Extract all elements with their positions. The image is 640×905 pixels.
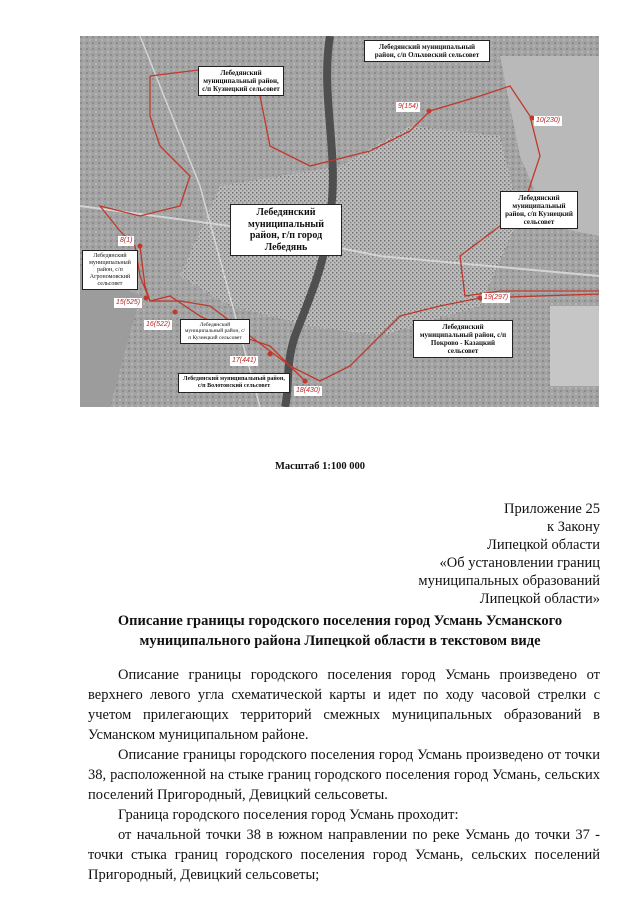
point-label: 15(525) bbox=[116, 299, 141, 306]
map-label-volotovsky: Лебедянский муниципальный район, с/п Волотовский сельсовет bbox=[178, 373, 290, 393]
appendix-line: Приложение 25 bbox=[504, 501, 600, 517]
appendix-line: «Об установлении границ bbox=[439, 555, 600, 571]
map-label-agronomovsky: Лебедянский муниципальный район, с/п Агрономовский сельсовет bbox=[82, 250, 138, 290]
point-label: 10(230) bbox=[536, 117, 561, 124]
map-label-pokrovo-kazatsky: Лебедянский муниципальный район, с/п Покрово - Казацкий сельсовет bbox=[413, 320, 513, 358]
map-label-kuznetsky-e: Лебедянский муниципальный район, с/п Кузнецкий сельсовет bbox=[500, 191, 578, 229]
point-label: 8(1) bbox=[120, 237, 133, 244]
field-area bbox=[550, 306, 599, 386]
appendix-line: к Закону bbox=[547, 519, 600, 535]
document-body bbox=[88, 665, 600, 885]
document-title: Описание границы городского поселения город Усмань Усманского муниципального района Липецкой области в текстовом виде bbox=[117, 613, 563, 649]
appendix-line: муниципальных образований bbox=[418, 573, 600, 589]
boundary-map bbox=[80, 36, 599, 407]
point-label: 9(154) bbox=[398, 103, 419, 110]
appendix-header bbox=[418, 500, 600, 608]
boundary-point bbox=[144, 296, 149, 301]
point-label: 19(297) bbox=[484, 294, 509, 301]
paragraph: Описание границы городского поселения город Усмань произведено от точки 38, расположенной на стыке границ городского поселения город Усмань, сельских поселений Пригородный, Девицкий сельсоветы. bbox=[88, 747, 600, 803]
boundary-point bbox=[173, 310, 178, 315]
point-label: 18(430) bbox=[296, 387, 321, 394]
map-label-olkhovsky: Лебедянский муниципальный район, с/п Ольховский сельсовет bbox=[364, 40, 490, 62]
appendix-line: Липецкой области bbox=[487, 537, 600, 553]
boundary-point bbox=[268, 352, 273, 357]
boundary-point bbox=[138, 244, 143, 249]
map-label-lebedyan-town: Лебедянский муниципальный район, г/п город Лебедянь bbox=[230, 204, 342, 256]
paragraph: от начальной точки 38 в южном направлении по реке Усмань до точки 37 - точки стыка границ городского поселения город Усмань, сельских поселений Пригородный, Девицкий сельсоветы; bbox=[88, 827, 600, 883]
paragraph: Описание границы городского поселения город Усмань произведено от верхнего левого угла схематической карты и идет по ходу часовой стрелки с учетом прилегающих территорий смежных муниципальных образований в Усманском муниципальном районе. bbox=[88, 667, 600, 743]
point-label: 16(522) bbox=[146, 321, 171, 328]
boundary-point bbox=[427, 109, 432, 114]
appendix-line: Липецкой области» bbox=[479, 591, 600, 607]
map-label-kuznetsky-s: Лебедянский муниципальный район, с/п Кузнецкий сельсовет bbox=[180, 319, 250, 344]
map-scale: Масштаб 1:100 000 bbox=[275, 461, 365, 472]
point-label: 17(441) bbox=[232, 357, 257, 364]
boundary-point bbox=[303, 379, 308, 384]
map-label-kuznetsky-nw: Лебедянский муниципальный район, с/п Кузнецкий сельсовет bbox=[198, 66, 284, 96]
paragraph: Граница городского поселения город Усмань проходит: bbox=[118, 807, 459, 823]
